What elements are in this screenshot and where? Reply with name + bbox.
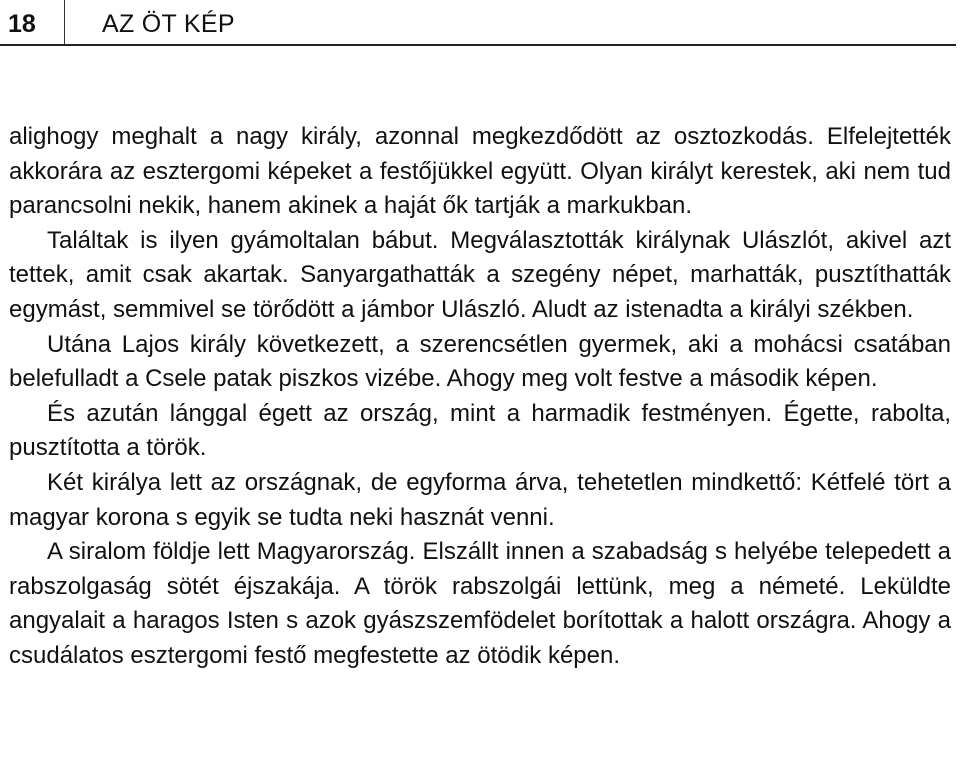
paragraph-6: A siralom földje lett Magyarország. Elszállt innen a szabadság s helyébe telepedett a rabszolgaság sötét éjszakája. A török rabszolgái lettünk, meg a németé. Leküldte angyalait a haragos Isten s azok gyászszemfödelet borítottak a halott országra. Ahogy a csudálatos esztergomi festő megfestette az ötödik képen.	[9, 538, 951, 669]
page-header	[0, 0, 960, 46]
page-number: 18	[8, 10, 36, 38]
paragraph-3: Utána Lajos király következett, a szerencsétlen gyermek, aki a mohácsi csatában belefulladt a Csele patak piszkos vizébe. Ahogy meg volt festve a második képen.	[9, 330, 951, 393]
paragraph-4: És azután lánggal égett az ország, mint a harmadik festményen. Égette, rabolta, pusztította a török.	[9, 399, 951, 462]
paragraph-1: alighogy meghalt a nagy király, azonnal megkezdődött az osztozkodás. Elfelejtették akkorára az esztergomi képeket a festőjükkel együtt. Olyan királyt kerestek, aki nem tud parancsolni nekik, hanem akinek a haját ők tartják a markukban.	[9, 123, 951, 220]
header-divider	[64, 0, 65, 44]
header-rule	[0, 44, 956, 46]
paragraph-5: Két királya lett az országnak, de egyforma árva, tehetetlen mindkettő: Kétfelé tört a magyar korona s egyik se tudta neki hasznát venni.	[9, 468, 951, 531]
paragraph-2: Találtak is ilyen gyámoltalan bábut. Megválasztották királynak Ulászlót, akivel azt tettek, amit csak akartak. Sanyargathatták a szegény népet, marhatták, pusztíthatták egymást, semmivel se törődött a jámbor Ulászló. Aludt az istenadta a királyi székben.	[9, 226, 951, 323]
chapter-title: AZ ÖT KÉP	[102, 10, 235, 38]
body-text	[9, 120, 951, 674]
